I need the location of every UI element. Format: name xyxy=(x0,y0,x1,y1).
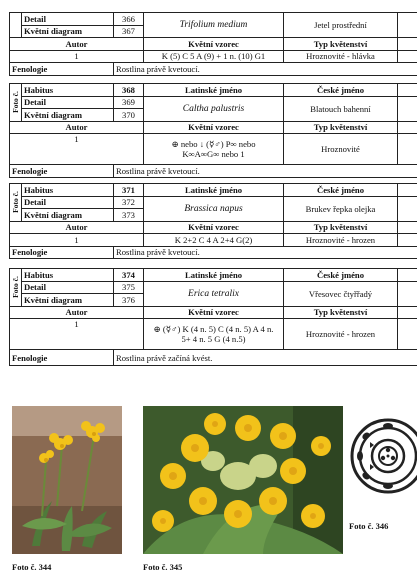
fenologie-value: Rostlina právě kvetoucí. xyxy=(114,63,417,76)
typ-value: Hroznovité xyxy=(284,134,398,165)
latin-name: Erica tetralix xyxy=(144,281,284,306)
typ-header: Typ květenství xyxy=(284,38,398,51)
latin-name: Brassica napus xyxy=(144,196,284,221)
autor-header: Autor xyxy=(10,121,144,134)
record-table-4 xyxy=(9,268,417,366)
detail-header: Detail xyxy=(22,13,114,26)
typ-value: Hroznovité - hrozen xyxy=(284,234,398,247)
record-table-1 xyxy=(9,12,417,76)
vzorec-header: Květní vzorec xyxy=(144,121,284,134)
typ-value: Hroznovité - hlávka xyxy=(284,50,398,63)
floral-diagram-icon xyxy=(346,406,417,516)
vzorec-value: K 2+2 C 4 A 2+4 G(2) xyxy=(144,234,284,247)
photo-346-diagram xyxy=(346,406,417,516)
autor-value: 1 xyxy=(10,50,144,63)
habitus-header: Habitus xyxy=(22,184,114,197)
czech-name: Brukev řepka olejka xyxy=(284,196,398,221)
czech-header: České jméno xyxy=(284,269,398,282)
czech-header: České jméno xyxy=(284,184,398,197)
vzorec-header: Květní vzorec xyxy=(144,221,284,234)
vzorec-line: 5+ 4 n. 5 G (4 n.5) xyxy=(181,334,246,344)
kvet-diagram-number: 367 xyxy=(114,25,144,38)
kvet-diagram-number: 376 xyxy=(114,294,144,307)
fenologie-value: Rostlina právě kvetoucí. xyxy=(114,165,417,178)
kvet-diagram-header: Květní diagram xyxy=(22,209,114,222)
fenologie-header: Fenologie xyxy=(10,165,114,178)
fenologie-value: Rostlina právě začíná kvést. xyxy=(114,350,417,366)
typ-header: Typ květenství xyxy=(284,221,398,234)
vzorec-value xyxy=(144,319,284,350)
habitus-number: 374 xyxy=(114,269,144,282)
habitus-number: 371 xyxy=(114,184,144,197)
photo-345 xyxy=(143,406,343,554)
foto-label-cell xyxy=(10,269,22,307)
kvet-diagram-number: 373 xyxy=(114,209,144,222)
kvet-diagram-number: 370 xyxy=(114,109,144,122)
detail-header: Detail xyxy=(22,96,114,109)
detail-number: 369 xyxy=(114,96,144,109)
czech-name: Blatouch bahenní xyxy=(284,96,398,121)
fenologie-header: Fenologie xyxy=(10,246,114,259)
autor-header: Autor xyxy=(10,306,144,319)
photo-344-image xyxy=(12,406,122,554)
caption-345: Foto č. 345 xyxy=(143,562,183,572)
autor-header: Autor xyxy=(10,38,144,51)
vzorec-value xyxy=(144,134,284,165)
fenologie-header: Fenologie xyxy=(10,350,114,366)
latin-header: Latinské jméno xyxy=(144,84,284,97)
foto-label-cell xyxy=(10,13,22,38)
detail-number: 372 xyxy=(114,196,144,209)
detail-number: 366 xyxy=(114,13,144,26)
autor-value: 1 xyxy=(10,134,144,165)
vzorec-line: K∞A∞G∞ nebo 1 xyxy=(182,149,245,159)
vzorec-line: ⊕ nebo ↓ (☿♂) P∞ nebo xyxy=(171,138,256,149)
kvet-diagram-header: Květní diagram xyxy=(22,109,114,122)
record-table-2 xyxy=(9,83,417,178)
latin-header: Latinské jméno xyxy=(144,269,284,282)
autor-value: 1 xyxy=(10,319,144,350)
czech-header: České jméno xyxy=(284,84,398,97)
latin-header: Latinské jméno xyxy=(144,184,284,197)
photo-345-image xyxy=(143,406,343,554)
foto-label-cell xyxy=(10,184,22,222)
vzorec-header: Květní vzorec xyxy=(144,306,284,319)
czech-name: Vřesovec čtyřřadý xyxy=(284,281,398,306)
typ-header: Typ květenství xyxy=(284,121,398,134)
detail-header: Detail xyxy=(22,281,114,294)
record-table-3 xyxy=(9,183,417,259)
detail-number: 375 xyxy=(114,281,144,294)
foto-label-cell xyxy=(10,84,22,122)
kvet-diagram-header: Květní diagram xyxy=(22,25,114,38)
foto-label: Foto č. xyxy=(10,276,20,299)
caption-344: Foto č. 344 xyxy=(12,562,52,572)
czech-name: Jetel prostřední xyxy=(284,13,398,38)
typ-value: Hroznovité - hrozen xyxy=(284,319,398,350)
habitus-number: 368 xyxy=(114,84,144,97)
vzorec-value: K (5) C 5 A (9) + 1 n. (10) G1 xyxy=(144,50,284,63)
detail-header: Detail xyxy=(22,196,114,209)
latin-name: Trifolium medium xyxy=(144,13,284,38)
vzorec-line: ⊕ (☿♂) K (4 n. 5) C (4 n. 5) A 4 n. xyxy=(153,323,274,334)
autor-value: 1 xyxy=(10,234,144,247)
typ-header: Typ květenství xyxy=(284,306,398,319)
autor-header: Autor xyxy=(10,221,144,234)
fenologie-value: Rostlina právě kvetoucí. xyxy=(114,246,417,259)
caption-346: Foto č. 346 xyxy=(349,521,389,531)
latin-name: Caltha palustris xyxy=(144,96,284,121)
photo-344 xyxy=(12,406,122,554)
fenologie-header: Fenologie xyxy=(10,63,114,76)
habitus-header: Habitus xyxy=(22,84,114,97)
kvet-diagram-header: Květní diagram xyxy=(22,294,114,307)
foto-label: Foto č. xyxy=(10,91,20,114)
foto-label: Foto č. xyxy=(10,191,20,214)
habitus-header: Habitus xyxy=(22,269,114,282)
vzorec-header: Květní vzorec xyxy=(144,38,284,51)
